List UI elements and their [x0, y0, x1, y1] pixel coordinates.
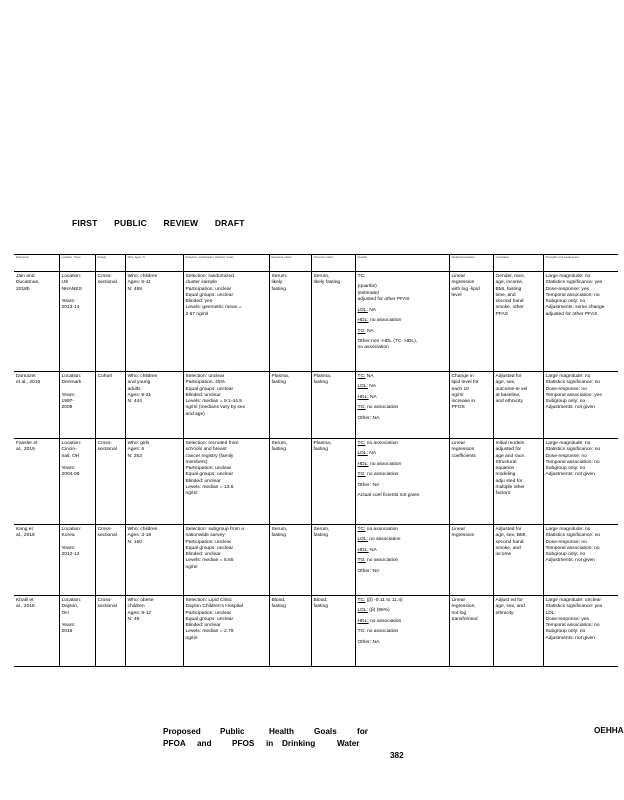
covariates-text: Adjust ed for age, sex, and ethnicity: [495, 598, 525, 616]
design-text: Cross- sectional: [97, 527, 117, 539]
covariates-cell: [493, 272, 543, 372]
result-text: Other: NA: [357, 482, 380, 488]
result-label: LDL:: [357, 451, 368, 457]
result-label: TG:: [357, 328, 366, 334]
result-line: [358, 483, 447, 489]
reference-cell: [14, 372, 59, 439]
footer-word: and: [197, 739, 212, 748]
outcome-cell: [311, 372, 355, 439]
reference-text: Khalil et al., 2018: [16, 598, 35, 610]
result-text: (quartile) (estimate) adjusted for other PFAS: [357, 284, 410, 303]
result-line: [358, 395, 447, 401]
column-header: Outcome matrix: [311, 255, 355, 272]
reference-cell: [14, 439, 59, 525]
result-text: no association: [368, 461, 402, 467]
result-text: NA: [368, 394, 377, 400]
result-text: TG: no association: [357, 629, 399, 635]
result-text: no association: [365, 472, 399, 478]
location-cell: [59, 525, 95, 596]
results-cell: [355, 525, 449, 596]
strengths-text: Large magnitude: unclear Statistics significance: yes LDL Dose-response: yes Temporal association: no Subgroup only: no Adjustments: not given: [545, 598, 603, 641]
footer-word: in: [266, 739, 274, 748]
column-header: Strengths and weaknesses: [543, 255, 618, 272]
result-text: Actual coef ficients not given: [357, 493, 420, 499]
result-line: [358, 548, 447, 554]
result-text: NA: [368, 547, 377, 553]
result-label: TC:: [357, 374, 366, 379]
result-line: [358, 527, 447, 533]
footer-title: [163, 726, 368, 750]
design-text: Cross- sectional: [97, 274, 117, 286]
draft-banner: [72, 218, 259, 228]
analysis-cell: [449, 372, 493, 439]
results-cell: [355, 372, 449, 439]
strengths-text: Large magnitude: no Statistics significance: no Dose-response: no Temporal association: no Subgroup only: no Adjustments: not given: [545, 527, 601, 564]
who-text: Who: children and young adults Ages: 9-21 N: 444: [127, 374, 158, 405]
result-line: [358, 451, 447, 457]
selection-cell: [183, 272, 269, 372]
design-text: Cross- sectional: [97, 598, 117, 610]
result-label: TC:: [357, 527, 366, 532]
result-label: TC:: [357, 598, 366, 603]
draft-word: REVIEW: [163, 218, 199, 228]
analysis-text: Linear regression, not log transformed: [451, 598, 478, 622]
covariates-text: Adjusted for age, sex, outcome-le vel at baseline, and ethnicity: [495, 374, 528, 405]
table-header-row: [14, 255, 618, 272]
footer-word: PFOA: [163, 739, 186, 748]
column-header: Covariates: [493, 255, 543, 272]
footer-word: Water: [337, 739, 360, 748]
result-text: no association: [368, 618, 402, 624]
result-line: [358, 472, 447, 478]
outcome-text: Plasma, fasting: [313, 441, 332, 453]
covariates-text: Adjusted for age, sex, BMI, second hand smoke, and income: [495, 527, 527, 558]
result-label: HDL:: [357, 318, 369, 324]
selection-text: Selection: Lipid Clinic Dayton Children's Hospital Participation: unclear Equal groups: unclear Blinded: unclear Levels: median = 2.79 ng/ml: [185, 598, 243, 641]
page-number: 382: [390, 751, 404, 760]
outcome-cell: [311, 272, 355, 372]
result-label: TC:: [357, 441, 366, 446]
covariates-cell: [493, 372, 543, 439]
reference-cell: [14, 525, 59, 596]
reference-text: Fassler et al., 2019: [16, 441, 38, 453]
covariates-cell: [493, 525, 543, 596]
reference-cell: [14, 272, 59, 372]
reference-text: Kang et al., 2018: [16, 527, 35, 539]
outcome-cell: [311, 525, 355, 596]
strengths-cell: [543, 272, 618, 372]
who-cell: [125, 372, 183, 439]
analysis-cell: [449, 439, 493, 525]
analysis-text: Linear regression: [451, 527, 475, 539]
result-line: [358, 608, 447, 614]
result-text: no association: [365, 405, 399, 411]
reference-text: Domazet et al., 2016: [16, 374, 41, 386]
result-line: [358, 558, 447, 564]
column-header: Location, Years: [59, 255, 95, 272]
result-text: NA: [365, 374, 374, 379]
column-header: Exposure matrix: [269, 255, 311, 272]
column-header: Who, Ages, N: [125, 255, 183, 272]
location-text: Location: Korea Years: 2012-14: [61, 527, 82, 558]
result-line: [358, 274, 447, 280]
who-text: Who: children Ages: 6-11 N: 458: [127, 274, 158, 292]
selection-text: Selection: subgroup from a nationwide survey Participation: unclear Equal groups: unclear Blinded: unclear Levels: median = 5.65 ng/ml: [185, 527, 244, 570]
table-row: [14, 596, 618, 667]
exposure-text: Plasma, fasting: [271, 374, 290, 386]
result-text: no association: [365, 527, 399, 532]
result-label: LDL:: [357, 537, 368, 543]
footer-word: Proposed: [163, 727, 201, 736]
result-line: [358, 339, 447, 352]
strengths-text: Large magnitude: no Statistics significance: yes Dose-response: yes Temporal association: no Subgroup only: no Adjustments: some change adjusted for other PFAS: [545, 274, 605, 317]
reference-text: Jain and Ducatman, 2018b: [16, 274, 40, 292]
outcome-cell: [311, 596, 355, 667]
result-line: [358, 598, 447, 604]
column-header: Statistical analysis: [449, 255, 493, 272]
design-cell: [95, 272, 125, 372]
result-line: [358, 441, 447, 447]
results-cell: [355, 272, 449, 372]
analysis-cell: [449, 596, 493, 667]
who-text: Who: children Ages: 3-18 N: 150: [127, 527, 158, 545]
footer-word: for: [357, 727, 368, 736]
result-line: [358, 405, 447, 411]
result-text: no association: [367, 537, 401, 543]
outcome-text: Plasma, fasting: [313, 374, 332, 386]
result-text: (β) -0.11 to 11.4): [365, 598, 403, 603]
design-cell: [95, 525, 125, 596]
footer-line-1: [163, 726, 368, 738]
column-header: Results: [355, 255, 449, 272]
result-line: [358, 308, 447, 314]
selection-cell: [183, 372, 269, 439]
analysis-text: Change in lipid level for each 10 ng/ml increase in PFOS: [451, 374, 479, 411]
who-cell: [125, 525, 183, 596]
analysis-text: Linear regression coefficients: [451, 441, 476, 459]
result-label: HDL:: [357, 547, 369, 553]
result-line: [358, 374, 447, 380]
strengths-cell: [543, 596, 618, 667]
covariates-text: Gender, race, age, income, BMI, fasting time, and second hand smoke, other PFAS: [495, 274, 526, 317]
result-label: HDL:: [357, 461, 369, 467]
draft-word: FIRST: [72, 218, 98, 228]
exposure-text: Blood, fasting: [271, 598, 286, 610]
who-text: Who: obese children Ages: 8-12 N: 48: [127, 598, 154, 622]
outcome-text: Serum, fasting: [313, 527, 330, 539]
result-text: Other: NA: [357, 639, 380, 645]
exposure-text: Serum, likely fasting: [271, 274, 288, 292]
result-text: NA: [365, 328, 374, 334]
result-text: no association: [365, 441, 399, 446]
strengths-cell: [543, 372, 618, 439]
design-cell: [95, 439, 125, 525]
column-header: Reference: [14, 255, 59, 272]
strengths-cell: [543, 439, 618, 525]
result-line: [358, 569, 447, 575]
result-line: [358, 619, 447, 625]
covariates-cell: [493, 439, 543, 525]
location-cell: [59, 596, 95, 667]
result-text: no association: [368, 318, 402, 324]
study-table: [14, 254, 618, 667]
analysis-cell: [449, 525, 493, 596]
location-text: Location: Cincin- nati, OH Years: 2004-06: [61, 441, 82, 478]
table-row: [14, 439, 618, 525]
result-text: Other: NA: [357, 415, 380, 421]
location-cell: [59, 372, 95, 439]
design-text: Cohort: [97, 374, 113, 379]
table-row: [14, 372, 618, 439]
exposure-cell: [269, 439, 311, 525]
design-text: Cross- sectional: [97, 441, 117, 453]
location-cell: [59, 272, 95, 372]
who-cell: [125, 439, 183, 525]
result-label: TC:: [357, 274, 366, 279]
result-line: [358, 629, 447, 635]
exposure-cell: [269, 372, 311, 439]
footer-word: Goals: [314, 727, 337, 736]
selection-cell: [183, 439, 269, 525]
column-header: Selection, participation, blinding, levels: [183, 255, 269, 272]
exposure-cell: [269, 596, 311, 667]
outcome-text: Serum, likely fasting: [313, 274, 341, 286]
who-cell: [125, 596, 183, 667]
design-cell: [95, 596, 125, 667]
result-label: TG:: [357, 472, 366, 478]
footer-line-2: [163, 738, 368, 750]
covariates-cell: [493, 596, 543, 667]
draft-word: DRAFT: [214, 218, 245, 228]
result-line: [358, 537, 447, 543]
strengths-text: Large magnitude: no Statistics significance: no Dose-response: no Temporal association: no Subgroup only: no Adjustments: not given: [545, 441, 601, 478]
result-line: [358, 318, 447, 324]
exposure-text: Serum, fasting: [271, 527, 288, 539]
result-line: [358, 384, 447, 390]
table-row: [14, 525, 618, 596]
result-line: [358, 416, 447, 422]
reference-cell: [14, 596, 59, 667]
result-label: LDL:: [357, 608, 368, 614]
exposure-text: Serum, fasting: [271, 441, 288, 453]
selection-cell: [183, 525, 269, 596]
result-text: no association: [365, 558, 399, 564]
design-cell: [95, 372, 125, 439]
results-cell: [355, 439, 449, 525]
draft-word: PUBLIC: [114, 218, 147, 228]
result-label: HDL:: [357, 618, 369, 624]
result-line: [358, 462, 447, 468]
result-text: NA: [367, 307, 376, 313]
result-label: TG:: [357, 558, 366, 564]
results-cell: [355, 596, 449, 667]
result-line: [358, 329, 447, 335]
org-name: OEHHA: [594, 726, 624, 735]
result-label: HDL:: [357, 394, 369, 400]
selection-text: Selection: randomized cluster sample Participation: unclear Equal groups: unclear Blinded: yes Levels: geometric mean = 2.67 ng/ml: [185, 274, 242, 317]
result-line: [358, 493, 447, 499]
result-text: Other:non -HDL (TC- HDL), no association: [357, 339, 418, 351]
result-text: (β) (95%): [367, 608, 390, 614]
footer-word: Drinking: [282, 739, 316, 748]
who-text: Who: girls Ages: 6 N: 253: [127, 441, 150, 459]
outcome-cell: [311, 439, 355, 525]
result-line: [358, 640, 447, 646]
result-text: Other: NA: [357, 568, 380, 574]
column-header: Design: [95, 255, 125, 272]
covariates-text: Initial models adjusted for age and race. Structural equation modeling adju sted for multiple other factors: [495, 441, 526, 497]
analysis-cell: [449, 272, 493, 372]
location-cell: [59, 439, 95, 525]
who-cell: [125, 272, 183, 372]
location-text: Location: Dayton, OH Years: 2016: [61, 598, 82, 635]
selection-cell: [183, 596, 269, 667]
strengths-text: Large magnitude: no Statistics significance: no Dose-response: no Temporal association: yes Subgroup only: no Adjustments: not given: [545, 374, 602, 411]
result-line: [358, 284, 447, 303]
location-text: Location: Denmark Years: 1997- 2009: [61, 374, 82, 411]
result-text: NA: [367, 384, 376, 390]
selection-text: Selection: recruited from schools and breast cancer registry (family members) Participation: unclear Equal groups: unclear Blinded: unclear Levels: median = 13.6 ng/ml: [185, 441, 239, 497]
result-label: LDL:: [357, 307, 368, 313]
exposure-cell: [269, 525, 311, 596]
footer-word: Public: [220, 727, 245, 736]
footer-word: PFOS: [232, 739, 255, 748]
exposure-cell: [269, 272, 311, 372]
location-text: Location: US NHANES Years: 2013-14: [61, 274, 82, 311]
table-row: [14, 272, 618, 372]
footer-word: Health: [269, 727, 295, 736]
strengths-cell: [543, 525, 618, 596]
result-label: TG:: [357, 405, 366, 411]
result-label: LDL:: [357, 384, 368, 390]
selection-text: Selection: unclear Participation: 45% Equal groups: unclear Blinded: unclear Levels: median = 9.1-44.5 ng/ml (medians vary by sex and age): [185, 374, 246, 417]
result-text: NA: [367, 451, 376, 457]
analysis-text: Linear regression with log -lipid level: [451, 274, 480, 298]
outcome-text: Blood, fasting: [313, 598, 328, 610]
